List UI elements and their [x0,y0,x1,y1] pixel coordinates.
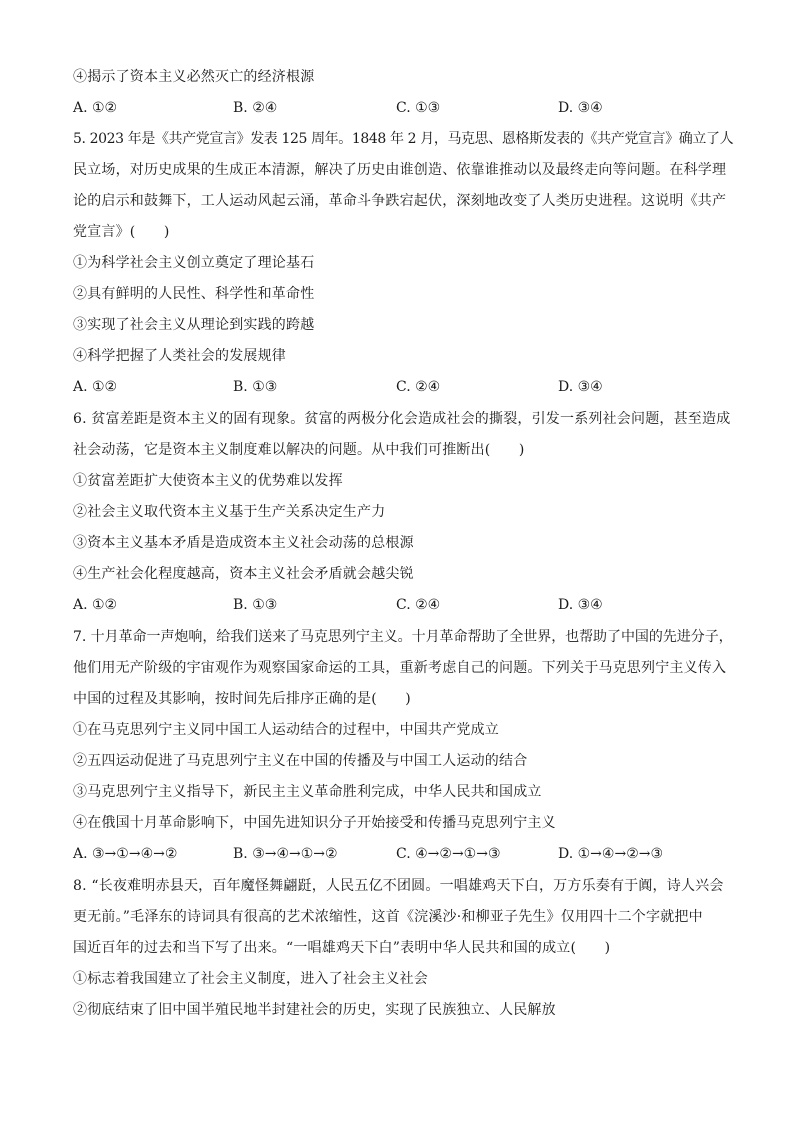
q6-option-b: B. ①③ [233,597,278,613]
q6-item-3: ③资本主义基本矛盾是造成资本主义社会动荡的总根源 [73,535,414,551]
q6-option-a: A. ①② [73,597,118,613]
q5-option-a: A. ①② [73,379,118,395]
q7-option-b: B. ③→④→①→② [233,846,338,862]
q6-option-c: C. ②④ [396,597,441,613]
q6-item-4: ④生产社会化程度越高，资本主义社会矛盾就会越尖锐 [73,566,414,582]
q7-item-4: ④在俄国十月革命影响下，中国先进知识分子开始接受和传播马克思列宁主义 [73,815,556,831]
q7-stem-line-2: 他们用无产阶级的宇宙观作为观察国家命运的工具，重新考虑自己的问题。下列关于马克思列宁主义传入 [73,660,727,676]
q5-stem-line-3: 论的启示和鼓舞下，工人运动风起云涌，革命斗争跌宕起伏，深刻地改变了人类历史进程。这说明《共产 [73,193,727,209]
q5-stem-line-1: 5. 2023 年是《共产党宣言》发表 125 周年。1848 年 2 月，马克思、恩格斯发表的《共产党宣言》确立了人 [73,131,734,147]
q6-item-2: ②社会主义取代资本主义基于生产关系决定生产力 [73,504,386,520]
q8-stem-line-3: 国近百年的过去和当下写了出来。“一唱雄鸡天下白”表明中华人民共和国的成立( ) [73,940,611,956]
q5-item-2: ②具有鲜明的人民性、科学性和革命性 [73,286,315,302]
q8-item-1: ①标志着我国建立了社会主义制度，进入了社会主义社会 [73,971,428,987]
q6-option-d: D. ③④ [558,597,603,613]
q8-stem-line-2: 更无前。”毛泽东的诗词具有很高的艺术浓缩性，这首《浣溪沙·和柳亚子先生》仅用四十二个字就把中 [73,909,703,925]
q5-option-d: D. ③④ [558,379,603,395]
q7-item-3: ③马克思列宁主义指导下，新民主主义革命胜利完成，中华人民共和国成立 [73,784,542,800]
q4-option-b: B. ②④ [233,100,278,116]
q8-item-2: ②彻底结束了旧中国半殖民地半封建社会的历史，实现了民族独立、人民解放 [73,1002,556,1018]
q5-stem-line-2: 民立场，对历史成果的生成正本清源，解决了历史由谁创造、依靠谁推动以及最终走向等问题。在科学理 [73,162,727,178]
q4-option-a: A. ①② [73,100,118,116]
q7-option-c: C. ④→②→①→③ [396,846,501,862]
q7-item-2: ②五四运动促进了马克思列宁主义在中国的传播及与中国工人运动的结合 [73,753,528,769]
q4-option-d: D. ③④ [558,100,603,116]
q8-stem-line-1: 8. “长夜难明赤县天，百年魔怪舞翩跹，人民五亿不团圆。一唱雄鸡天下白，万方乐奏有于阗，诗人兴会 [73,878,724,894]
q5-item-1: ①为科学社会主义创立奠定了理论基石 [73,255,315,271]
q7-item-1: ①在马克思列宁主义同中国工人运动结合的过程中，中国共产党成立 [73,722,499,738]
q5-option-c: C. ②④ [396,379,441,395]
q6-item-1: ①贫富差距扩大使资本主义的优势难以发挥 [73,473,343,489]
q6-options [73,595,733,615]
q6-stem-line-1: 6. 贫富差距是资本主义的固有现象。贫富的两极分化会造成社会的撕裂，引发一系列社会问题，甚至造成 [73,411,731,427]
q4-option-c: C. ①③ [396,100,441,116]
q7-stem-line-3: 中国的过程及其影响，按时间先后排序正确的是( ) [73,691,411,707]
q5-stem-line-4: 党宣言》( ) [73,224,170,240]
q7-options [73,844,733,864]
q5-options [73,377,733,397]
q5-item-3: ③实现了社会主义从理论到实践的跨越 [73,317,315,333]
q4-options [73,98,733,118]
q7-option-d: D. ①→④→②→③ [558,846,664,862]
q7-option-a: A. ③→①→④→② [73,846,178,862]
q7-stem-line-1: 7. 十月革命一声炮响，给我们送来了马克思列宁主义。十月革命帮助了全世界，也帮助了中国的先进分子， [73,629,733,645]
q6-stem-line-2: 社会动荡，它是资本主义制度难以解决的问题。从中我们可推断出( ) [73,442,525,458]
q5-item-4: ④科学把握了人类社会的发展规律 [73,348,286,364]
q5-option-b: B. ①③ [233,379,278,395]
q4-item-4: ④揭示了资本主义必然灭亡的经济根源 [73,69,315,85]
